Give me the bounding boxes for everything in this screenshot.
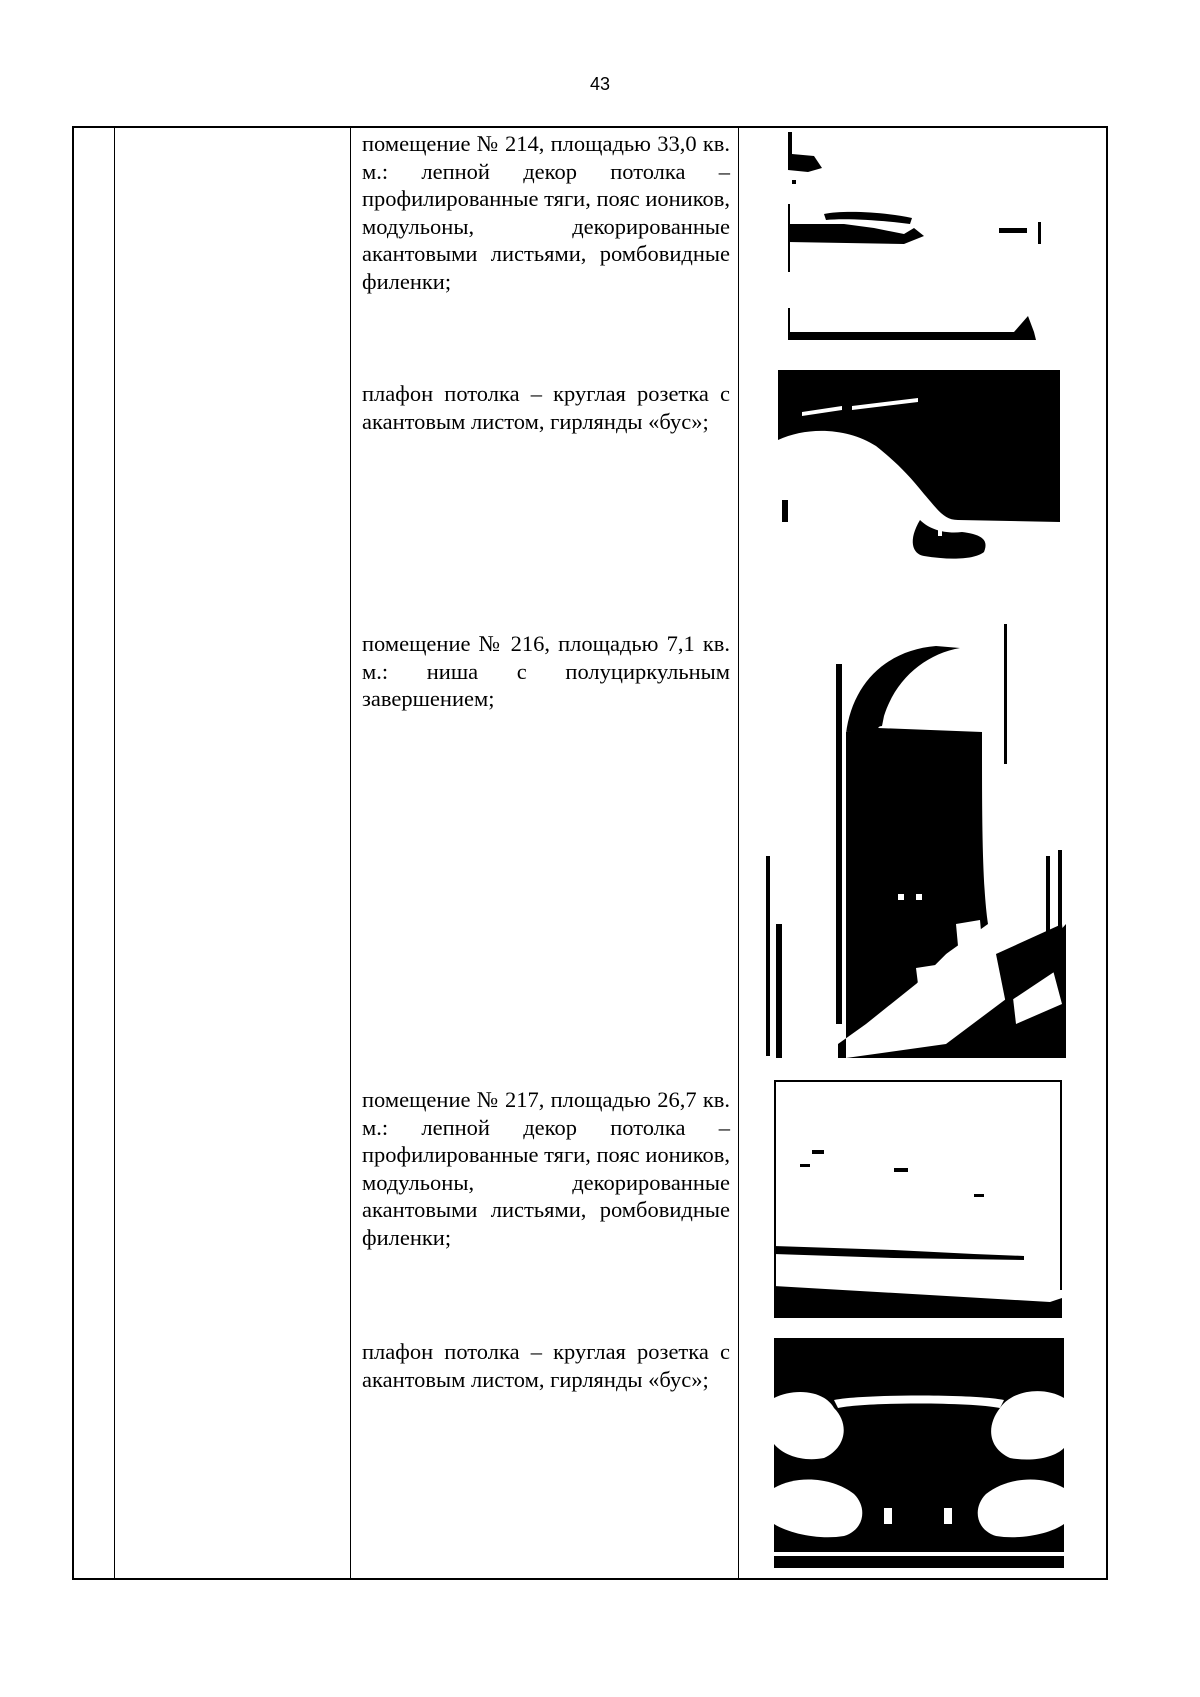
table-column-divider	[350, 128, 351, 1578]
ceiling-cornice-photo	[774, 1080, 1062, 1318]
table-cell-description: помещение № 217, площадью 26,7 кв. м.: лепной декор потолка – профилированные тяги, пояс иоников, модульоны, декорированные акантовыми листьями, ромбовидные филенки;	[362, 1087, 730, 1250]
table-cell-description: помещение № 216, площадью 7,1 кв. м.: ниша с полуциркульным завершением;	[362, 631, 730, 711]
page-number: 43	[589, 74, 611, 94]
document-table	[72, 126, 1108, 1580]
table-cell-description: помещение № 214, площадью 33,0 кв. м.: лепной декор потолка – профилированные тяги, пояс иоников, модульоны, декорированные акантовыми листьями, ромбовидные филенки;	[362, 131, 730, 294]
table-column-divider	[114, 128, 115, 1578]
arched-niche-photo	[766, 624, 1066, 1058]
table-cell-description: плафон потолка – круглая розетка с акантовым листом, гирлянды «бус»;	[362, 381, 730, 434]
ceiling-rosette-photo	[774, 1338, 1064, 1568]
ceiling-rosette-photo	[778, 370, 1060, 582]
table-column-divider	[738, 128, 739, 1578]
ceiling-cornice-photo	[784, 132, 1054, 344]
table-cell-description: плафон потолка – круглая розетка с акантовым листом, гирлянды «бус»;	[362, 1339, 730, 1392]
